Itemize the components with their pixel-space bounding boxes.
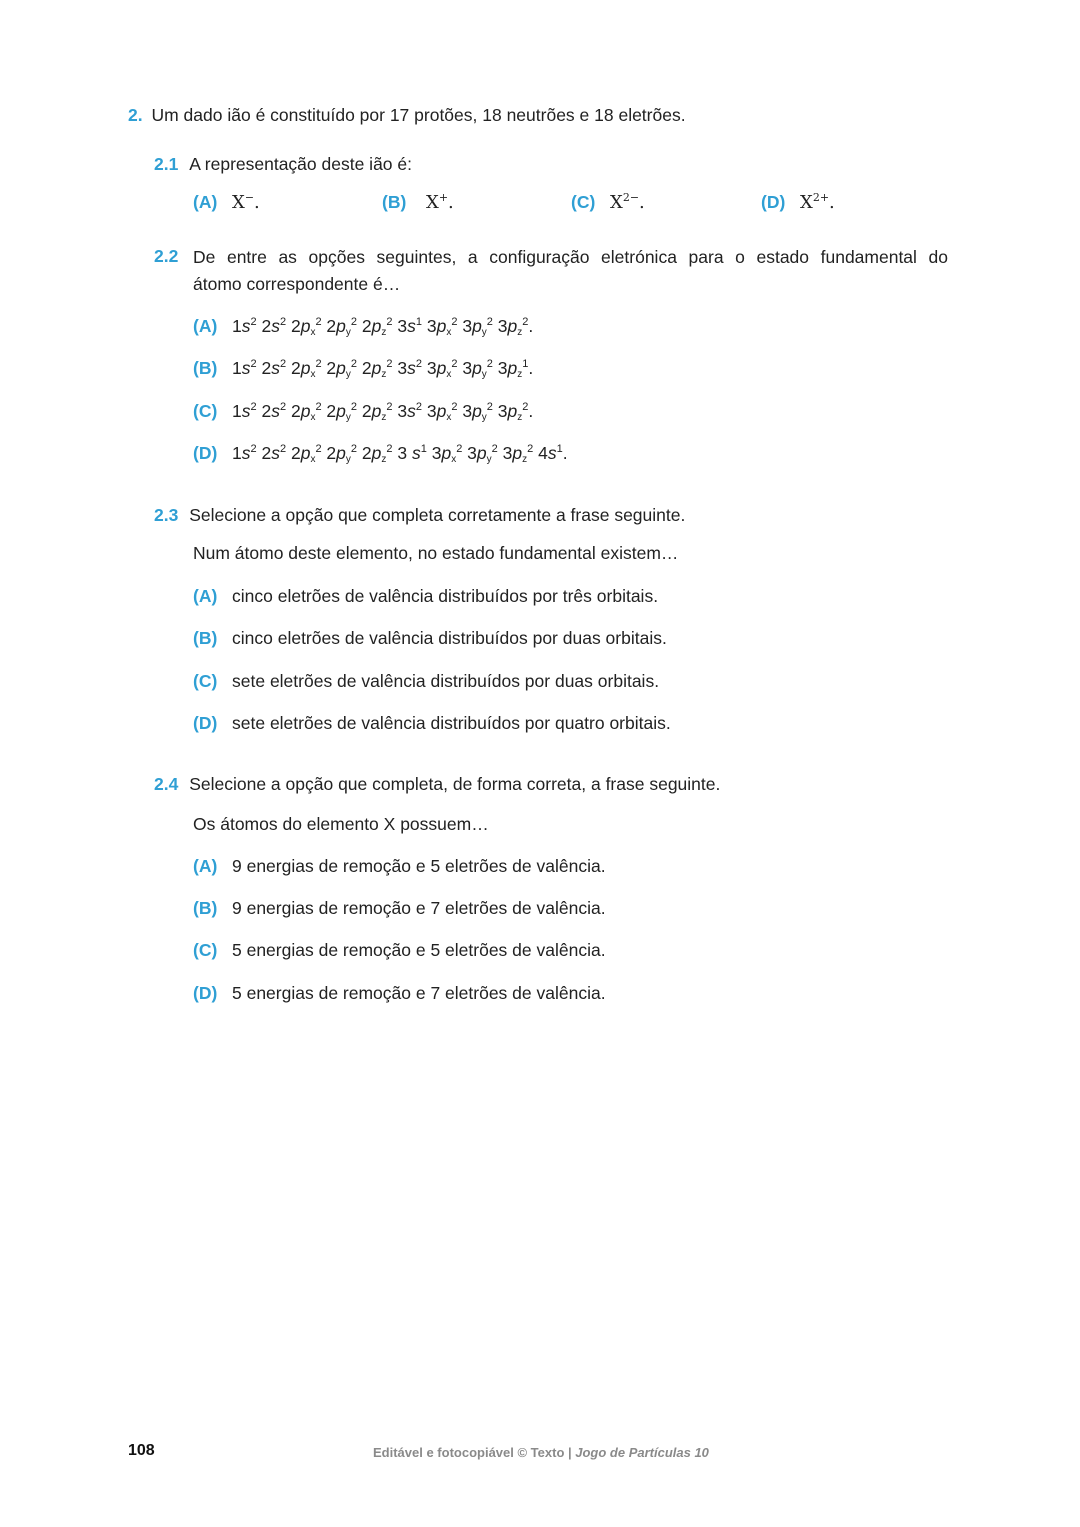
option-text: sete eletrões de valência distribuídos por duas orbitais. <box>232 671 660 691</box>
option-a[interactable] <box>193 586 658 607</box>
option-d[interactable] <box>761 192 835 213</box>
option-label: (D) <box>193 983 218 1003</box>
option-label: (B) <box>382 192 407 212</box>
option-d[interactable] <box>193 713 671 734</box>
option-label: (B) <box>193 628 218 648</box>
page-number: 108 <box>128 1442 155 1459</box>
prompt-line: De entre as opções seguintes, a configuração eletrónica para o estado fundamental do <box>193 247 948 267</box>
option-label: (A) <box>193 316 218 336</box>
question-2-2-number: 2.2 <box>154 246 179 266</box>
option-label: (B) <box>193 898 218 918</box>
option-a[interactable] <box>193 316 533 337</box>
option-label: (D) <box>761 192 786 212</box>
option-label: (C) <box>193 401 218 421</box>
option-label: (D) <box>193 713 218 733</box>
option-label: (A) <box>193 192 218 212</box>
option-label: (C) <box>193 671 218 691</box>
option-label: (A) <box>193 856 218 876</box>
option-d[interactable] <box>193 443 568 464</box>
ion-symbol: X+. <box>426 191 454 213</box>
question-2-2-prompt <box>193 243 948 271</box>
option-c[interactable] <box>193 401 533 422</box>
option-c[interactable] <box>193 940 606 961</box>
option-text: 9 energias de remoção e 5 eletrões de valência. <box>232 856 606 876</box>
question-number: 2. <box>128 105 143 125</box>
credit-text: Editável e fotocopiável © Texto | <box>373 1445 576 1460</box>
option-label: (C) <box>193 940 218 960</box>
option-c[interactable] <box>571 192 645 213</box>
ion-symbol: $X^{2+}$. <box>800 191 835 213</box>
option-b[interactable] <box>193 358 533 379</box>
option-a[interactable] <box>193 192 260 213</box>
question-prompt: A representação deste ião é: <box>189 154 412 174</box>
question-number: 2.3 <box>154 505 179 525</box>
option-c[interactable] <box>193 671 659 692</box>
option-label: (B) <box>193 358 218 378</box>
question-stem: Um dado ião é constituído por 17 protões, 18 neutrões e 18 eletrões. <box>151 105 686 125</box>
option-text: sete eletrões de valência distribuídos por quatro orbitais. <box>232 713 671 733</box>
ion-symbol: $X^{2-}$. <box>610 191 645 213</box>
ion-symbol: X−. <box>232 191 260 213</box>
option-text: 9 energias de remoção e 7 eletrões de valência. <box>232 898 606 918</box>
prompt-line: átomo correspondente é… <box>193 274 401 294</box>
electron-configuration: $1s^2$ $2s^2$ $2p_x^2$ $2p_y^2$ $2p_z^2$ 3 $s^1$ $3p_x^2$ $3p_y^2$ $3p_z^2$ $4s^1$. <box>232 443 568 465</box>
question-lead: Num átomo deste elemento, no estado fundamental existem… <box>193 543 679 563</box>
book-title: Jogo de Partículas 10 <box>575 1445 709 1460</box>
electron-configuration: $1s^2$ $2s^2$ $2p_x^2$ $2p_y^2$ $2p_z^2$ $3s^1$ $3p_x^2$ $3p_y^2$ $3p_z^2$. <box>232 316 534 338</box>
option-label: (D) <box>193 443 218 463</box>
question-2 <box>128 105 686 126</box>
option-text: cinco eletrões de valência distribuídos por duas orbitais. <box>232 628 667 648</box>
question-2-4 <box>154 774 720 795</box>
question-number: 2.4 <box>154 774 179 794</box>
option-label: (C) <box>571 192 596 212</box>
option-text: 5 energias de remoção e 7 eletrões de valência. <box>232 983 606 1003</box>
option-b[interactable] <box>382 192 454 213</box>
footer-credit <box>373 1445 709 1460</box>
option-label: (A) <box>193 586 218 606</box>
question-number: 2.1 <box>154 154 179 174</box>
electron-configuration: $1s^2$ $2s^2$ $2p_x^2$ $2p_y^2$ $2p_z^2$ $3s^2$ $3p_x^2$ $3p_y^2$ $3p_z^2$. <box>232 401 534 423</box>
option-b[interactable] <box>193 628 667 649</box>
option-text: 5 energias de remoção e 5 eletrões de valência. <box>232 940 606 960</box>
option-b[interactable] <box>193 898 606 919</box>
option-a[interactable] <box>193 856 606 877</box>
question-prompt: Selecione a opção que completa, de forma correta, a frase seguinte. <box>189 774 721 794</box>
electron-configuration: $1s^2$ $2s^2$ $2p_x^2$ $2p_y^2$ $2p_z^2$ $3s^2$ $3p_x^2$ $3p_y^2$ $3p_z^1$. <box>232 358 534 380</box>
question-2-3 <box>154 505 685 526</box>
question-lead: Os átomos do elemento X possuem… <box>193 814 489 834</box>
option-text: cinco eletrões de valência distribuídos por três orbitais. <box>232 586 659 606</box>
option-d[interactable] <box>193 983 606 1004</box>
question-2-1 <box>154 154 412 175</box>
question-prompt: Selecione a opção que completa corretamente a frase seguinte. <box>189 505 686 525</box>
